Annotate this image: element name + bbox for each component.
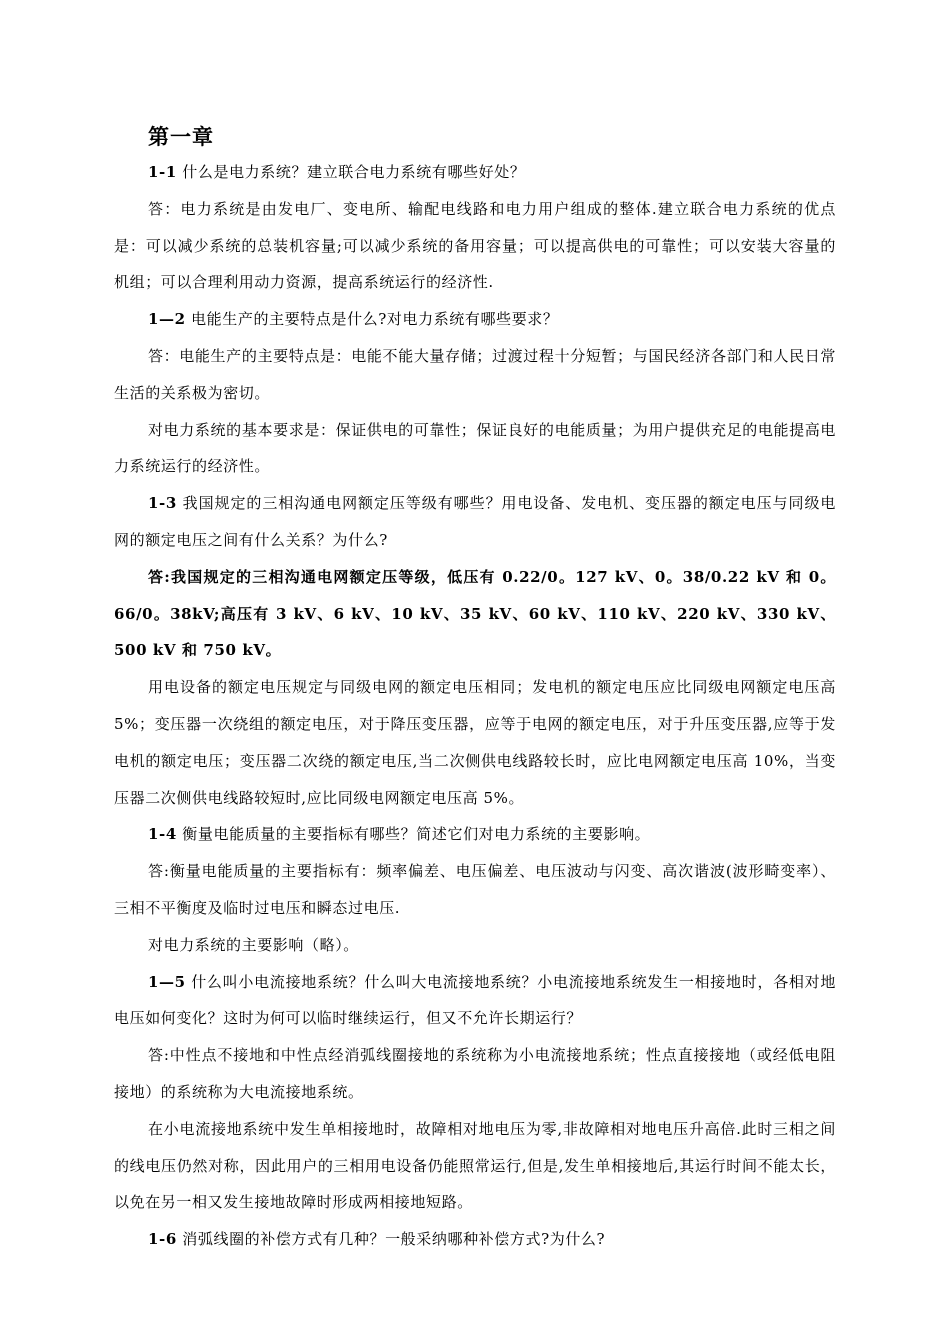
question-text: 衡量电能质量的主要指标有哪些？简述它们对电力系统的主要影响。: [182, 825, 651, 844]
question-text: 消弧线圈的补偿方式有几种？一般采纳哪种补偿方式?为什么?: [182, 1230, 606, 1249]
answer-paragraph: 对电力系统的主要影响（略）。: [148, 935, 359, 954]
answer-paragraph: 答:我国规定的三相沟通电网额定压等级，低压有 0.22/0。127 kV、0。38/0.22 kV 和 0。66/0。38kV;高压有 3 kV、6 kV、10 kV、35 kV、60 kV、110 kV、220 kV、330 kV、500 kV 和 750 kV。: [114, 567, 836, 660]
question-1-6: [114, 1221, 836, 1258]
document-body: [114, 120, 836, 1258]
question-number: 1-3: [148, 494, 177, 513]
chapter-title: 第一章: [148, 124, 214, 149]
question-1-4: [114, 816, 836, 853]
answer-paragraph: 用电设备的额定电压规定与同级电网的额定电压相同；发电机的额定电压应比同级电网额定电压高 5%；变压器一次绕组的额定电压，对于降压变压器，应等于电网的额定电压，对于升压变压器,应等于发电机的额定电压；变压器二次绕的额定电压,当二次侧供电线路较长时，应比电网额定电压高 10%，当变压器二次侧供电线路较短时,应比同级电网额定电压高 5%。: [114, 678, 836, 807]
answer-paragraph: 对电力系统的基本要求是：保证供电的可靠性；保证良好的电能质量；为用户提供充足的电能提高电力系统运行的经济性。: [114, 420, 836, 476]
question-number: 1—2: [148, 310, 186, 329]
answer-paragraph: 答:衡量电能质量的主要指标有：频率偏差、电压偏差、电压波动与闪变、高次谐波(波形畸变率）、三相不平衡度及临时过电压和瞬态过电压.: [114, 862, 836, 917]
question-1-2: [114, 301, 836, 338]
question-number: 1-6: [148, 1230, 177, 1249]
question-text: 电能生产的主要特点是什么?对电力系统有哪些要求？: [191, 310, 559, 329]
answer-paragraph: 在小电流接地系统中发生单相接地时，故障相对地电压为零,非故障相对地电压升高倍.此时三相之间的线电压仍然对称，因此用户的三相用电设备仍能照常运行,但是,发生单相接地后,其运行时间不能太长，以免在另一相又发生接地故障时形成两相接地短路。: [114, 1119, 836, 1212]
answer-paragraph: 答：电力系统是由发电厂、变电所、输配电线路和电力用户组成的整体.建立联合电力系统的优点是：可以减少系统的总装机容量;可以减少系统的备用容量；可以提高供电的可靠性；可以安装大容量的机组；可以合理利用动力资源，提高系统运行的经济性.: [114, 199, 836, 292]
question-text: 什么叫小电流接地系统？什么叫大电流接地系统？小电流接地系统发生一相接地时，各相对地电压如何变化？这时为何可以临时继续运行，但又不允许长期运行？: [114, 972, 836, 1028]
question-1-1: [114, 154, 836, 191]
question-number: 1-4: [148, 825, 177, 844]
question-number: 1—5: [148, 972, 186, 991]
answer-paragraph: 答:中性点不接地和中性点经消弧线圈接地的系统称为小电流接地系统；性点直接接地（或经低电阻接地）的系统称为大电流接地系统。: [114, 1046, 836, 1101]
answer-paragraph: 答：电能生产的主要特点是：电能不能大量存储；过渡过程十分短暂；与国民经济各部门和人民日常生活的关系极为密切。: [114, 346, 836, 402]
question-text: 什么是电力系统？建立联合电力系统有哪些好处？: [182, 163, 526, 181]
question-1-3: [114, 485, 836, 559]
question-number: 1-1: [148, 163, 177, 181]
question-text: 我国规定的三相沟通电网额定压等级有哪些？用电设备、发电机、变压器的额定电压与同级电网的额定电压之间有什么关系？为什么?: [114, 494, 836, 549]
question-1-5: [114, 964, 836, 1038]
